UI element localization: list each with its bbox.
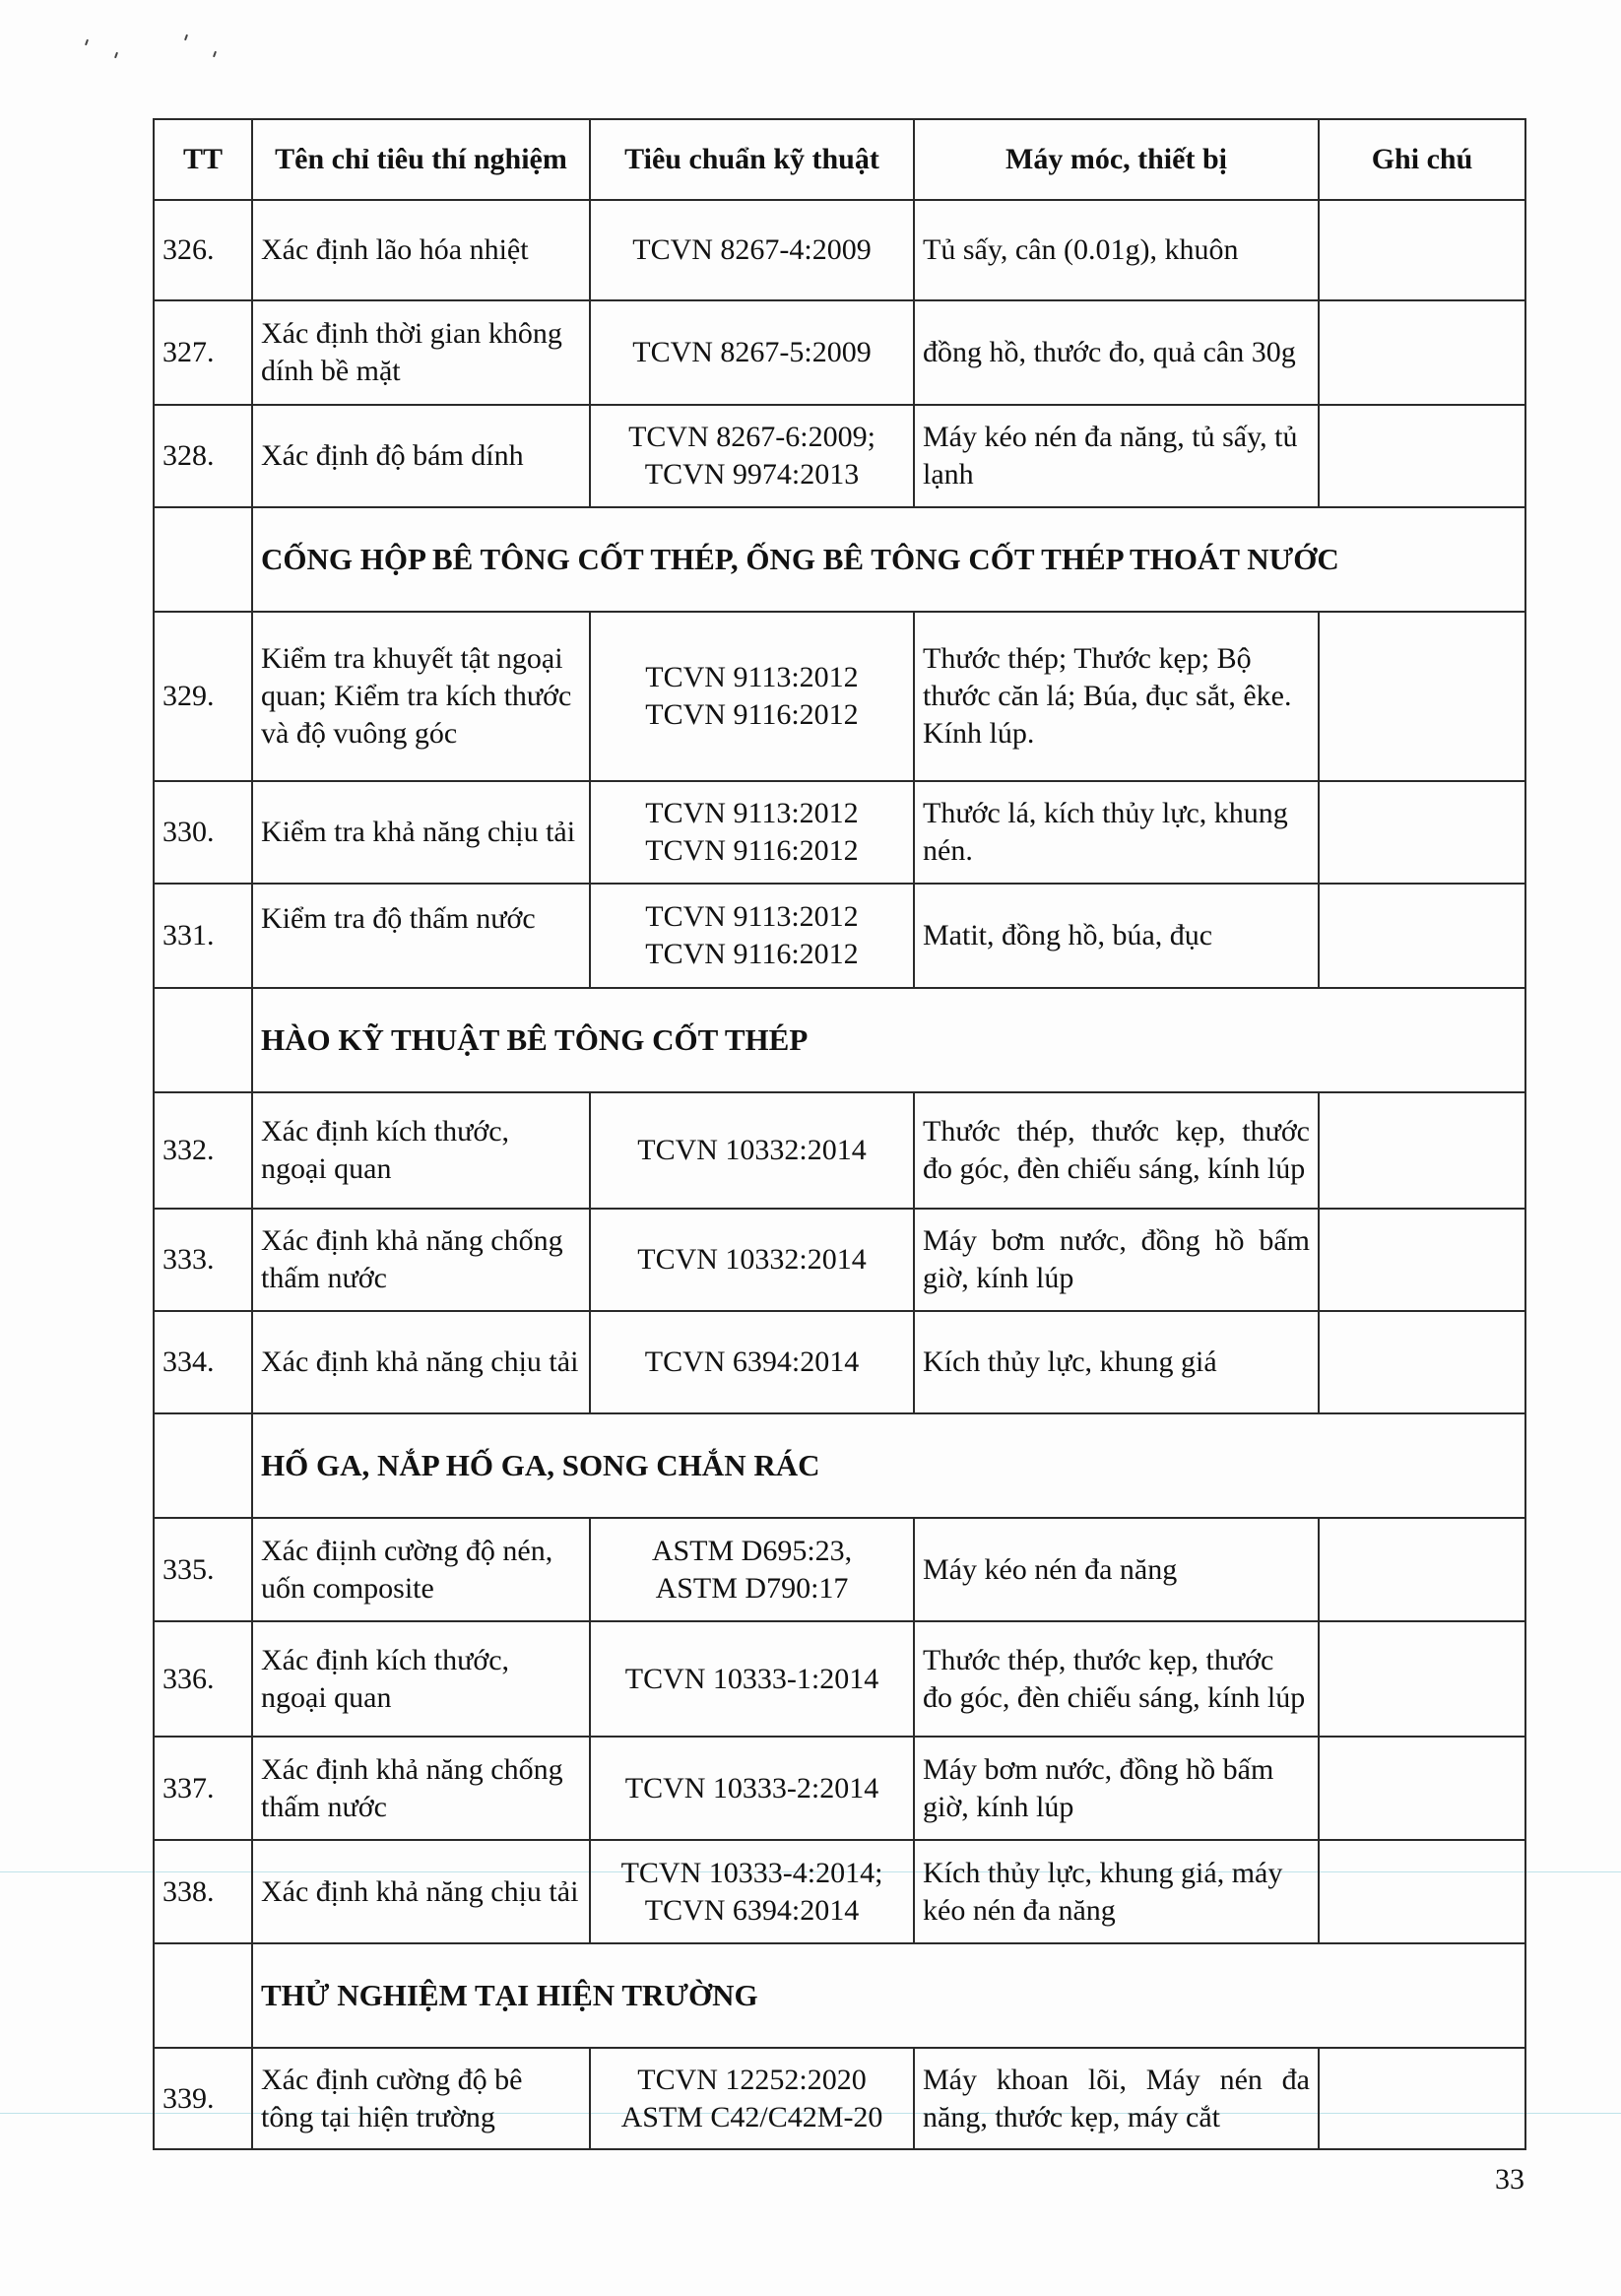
section-number-cell <box>154 1413 252 1518</box>
table-row <box>154 1840 1525 1943</box>
test-name: Xác định kích thước, ngoại quan <box>252 1621 590 1737</box>
section-row <box>154 1943 1525 2048</box>
standard-line: TCVN 8267-4:2009 <box>632 233 872 266</box>
row-number: 330. <box>154 781 252 884</box>
note <box>1319 884 1525 988</box>
note <box>1319 1840 1525 1943</box>
equipment: Máy kéo nén đa năng <box>914 1518 1319 1621</box>
note <box>1319 1092 1525 1209</box>
equipment: Máy bơm nước, đồng hồ bấm giờ, kính lúp <box>914 1209 1319 1311</box>
header-test-name: Tên chỉ tiêu thí nghiệm <box>252 119 590 200</box>
test-name: Xác định khả năng chống thấm nước <box>252 1737 590 1840</box>
table-row <box>154 612 1525 781</box>
standard <box>590 200 914 300</box>
equipment: Kích thủy lực, khung giá <box>914 1311 1319 1413</box>
standard-line: TCVN 6394:2014 <box>644 1345 860 1378</box>
test-name: Xác điịnh cường độ nén, uốn composite <box>252 1518 590 1621</box>
table-row <box>154 200 1525 300</box>
standard <box>590 1092 914 1209</box>
standard-line: TCVN 12252:2020 <box>637 2063 867 2096</box>
standard <box>590 612 914 781</box>
note <box>1319 1737 1525 1840</box>
equipment: đồng hồ, thước đo, quả cân 30g <box>914 300 1319 405</box>
standard <box>590 1737 914 1840</box>
section-title: HÀO KỸ THUẬT BÊ TÔNG CỐT THÉP <box>252 988 1525 1092</box>
header-tt: TT <box>154 119 252 200</box>
standard-line: ASTM C42/C42M-20 <box>620 2100 883 2133</box>
standard-line: TCVN 9116:2012 <box>645 834 859 867</box>
table-row <box>154 405 1525 507</box>
row-number: 335. <box>154 1518 252 1621</box>
section-number-cell <box>154 507 252 612</box>
equipment: Tủ sấy, cân (0.01g), khuôn <box>914 200 1319 300</box>
test-name: Xác định lão hóa nhiệt <box>252 200 590 300</box>
section-number-cell <box>154 1943 252 2048</box>
test-name: Xác định khả năng chịu tải <box>252 1311 590 1413</box>
table-row <box>154 1518 1525 1621</box>
page-number: 33 <box>1495 2163 1524 2196</box>
row-number: 328. <box>154 405 252 507</box>
row-number: 336. <box>154 1621 252 1737</box>
table-row <box>154 781 1525 884</box>
standard <box>590 1621 914 1737</box>
scan-marks <box>0 0 295 79</box>
row-number: 326. <box>154 200 252 300</box>
row-number: 327. <box>154 300 252 405</box>
equipment: Máy bơm nước, đồng hồ bấm giờ, kính lúp <box>914 1737 1319 1840</box>
standard-line: TCVN 9974:2013 <box>644 458 860 491</box>
standard-line: TCVN 10332:2014 <box>637 1243 867 1276</box>
test-name: Kiểm tra độ thấm nước <box>252 884 590 988</box>
row-number: 333. <box>154 1209 252 1311</box>
equipment: Thước thép, thước kẹp, thước đo góc, đèn chiếu sáng, kính lúp <box>914 1621 1319 1737</box>
table-row <box>154 884 1525 988</box>
equipment: Thước thép, thước kẹp, thước đo góc, đèn chiếu sáng, kính lúp <box>914 1092 1319 1209</box>
standard-line: ASTM D790:17 <box>655 1571 849 1605</box>
note <box>1319 300 1525 405</box>
standard <box>590 1311 914 1413</box>
equipment: Thước thép; Thước kẹp; Bộ thước căn lá; Búa, đục sắt, êke. Kính lúp. <box>914 612 1319 781</box>
equipment: Thước lá, kích thủy lực, khung nén. <box>914 781 1319 884</box>
table-row <box>154 1209 1525 1311</box>
standard <box>590 884 914 988</box>
row-number: 337. <box>154 1737 252 1840</box>
test-name: Xác định khả năng chống thấm nước <box>252 1209 590 1311</box>
note <box>1319 1621 1525 1737</box>
test-name: Xác định kích thước, ngoại quan <box>252 1092 590 1209</box>
table-row <box>154 1621 1525 1737</box>
table-header-row <box>154 119 1525 200</box>
table-row <box>154 1737 1525 1840</box>
standard <box>590 781 914 884</box>
test-name: Kiểm tra khuyết tật ngoại quan; Kiểm tra kích thước và độ vuông góc <box>252 612 590 781</box>
standard <box>590 2048 914 2149</box>
standard <box>590 405 914 507</box>
standard-line: TCVN 9113:2012 <box>645 797 859 829</box>
section-title: CỐNG HỘP BÊ TÔNG CỐT THÉP, ỐNG BÊ TÔNG CỐT THÉP THOÁT NƯỚC <box>252 507 1525 612</box>
note <box>1319 781 1525 884</box>
equipment: Máy kéo nén đa năng, tủ sấy, tủ lạnh <box>914 405 1319 507</box>
section-title: THỬ NGHIỆM TẠI HIỆN TRƯỜNG <box>252 1943 1525 2048</box>
test-name: Xác định độ bám dính <box>252 405 590 507</box>
equipment: Kích thủy lực, khung giá, máy kéo nén đa năng <box>914 1840 1319 1943</box>
test-methods-table <box>153 118 1526 2150</box>
table-row <box>154 2048 1525 2149</box>
standard-line: TCVN 8267-5:2009 <box>632 336 872 368</box>
row-number: 329. <box>154 612 252 781</box>
header-note: Ghi chú <box>1319 119 1525 200</box>
section-title: HỐ GA, NẮP HỐ GA, SONG CHẮN RÁC <box>252 1413 1525 1518</box>
section-row <box>154 1413 1525 1518</box>
note <box>1319 612 1525 781</box>
standard-line: TCVN 10332:2014 <box>637 1134 867 1166</box>
standard-line: TCVN 10333-2:2014 <box>624 1771 879 1804</box>
test-name: Xác định thời gian không dính bề mặt <box>252 300 590 405</box>
test-name: Kiểm tra khả năng chịu tải <box>252 781 590 884</box>
standard <box>590 300 914 405</box>
standard-line: TCVN 10333-4:2014; <box>620 1856 883 1889</box>
row-number: 338. <box>154 1840 252 1943</box>
standard-line: ASTM D695:23, <box>651 1534 853 1567</box>
standard-line: TCVN 9113:2012 <box>645 900 859 933</box>
table-row <box>154 1311 1525 1413</box>
standard-line: TCVN 8267-6:2009; <box>628 421 875 453</box>
equipment: Matit, đồng hồ, búa, đục <box>914 884 1319 988</box>
standard-line: TCVN 10333-1:2014 <box>624 1662 879 1695</box>
standard-line: TCVN 6394:2014 <box>644 1893 860 1927</box>
standard-line: TCVN 9116:2012 <box>645 698 859 731</box>
row-number: 339. <box>154 2048 252 2149</box>
note <box>1319 200 1525 300</box>
test-name: Xác định khả năng chịu tải <box>252 1840 590 1943</box>
header-equipment: Máy móc, thiết bị <box>914 119 1319 200</box>
standard <box>590 1840 914 1943</box>
standard-line: TCVN 9116:2012 <box>645 938 859 970</box>
section-row <box>154 988 1525 1092</box>
note <box>1319 2048 1525 2149</box>
header-standard: Tiêu chuẩn kỹ thuật <box>590 119 914 200</box>
table-row <box>154 1092 1525 1209</box>
standard <box>590 1518 914 1621</box>
section-row <box>154 507 1525 612</box>
note <box>1319 405 1525 507</box>
row-number: 331. <box>154 884 252 988</box>
note <box>1319 1209 1525 1311</box>
equipment: Máy khoan lõi, Máy nén đa năng, thước kẹp, máy cắt <box>914 2048 1319 2149</box>
row-number: 332. <box>154 1092 252 1209</box>
test-name: Xác định cường độ bê tông tại hiện trường <box>252 2048 590 2149</box>
note <box>1319 1518 1525 1621</box>
section-number-cell <box>154 988 252 1092</box>
table-row <box>154 300 1525 405</box>
row-number: 334. <box>154 1311 252 1413</box>
standard-line: TCVN 9113:2012 <box>645 661 859 693</box>
note <box>1319 1311 1525 1413</box>
standard <box>590 1209 914 1311</box>
